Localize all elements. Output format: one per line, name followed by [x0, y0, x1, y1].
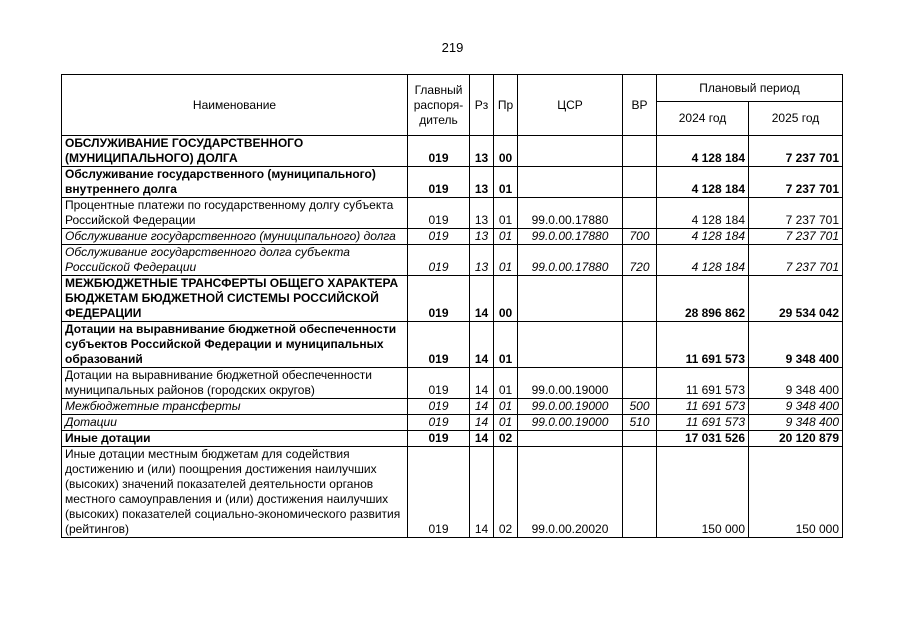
cell-section: 14 [470, 399, 494, 415]
cell-subsection: 01 [494, 368, 518, 399]
cell-name: Обслуживание государственного (муниципального) долга [62, 229, 408, 245]
cell-chief-manager: 019 [408, 229, 470, 245]
cell-amount-2025: 9 348 400 [749, 368, 843, 399]
cell-subsection: 02 [494, 447, 518, 538]
cell-amount-2024: 4 128 184 [657, 167, 749, 198]
header-subsection: Пр [494, 75, 518, 136]
cell-name: Обслуживание государственного долга субъекта Российской Федерации [62, 245, 408, 276]
cell-expense-type: 500 [623, 399, 657, 415]
cell-name: Межбюджетные трансферты [62, 399, 408, 415]
cell-target-article [518, 322, 623, 368]
cell-expense-type [623, 136, 657, 167]
budget-table [61, 74, 843, 538]
cell-name: Обслуживание государственного (муниципального) внутреннего долга [62, 167, 408, 198]
cell-expense-type [623, 198, 657, 229]
cell-expense-type [623, 167, 657, 198]
cell-target-article [518, 431, 623, 447]
cell-target-article: 99.0.00.17880 [518, 245, 623, 276]
table-row [62, 136, 843, 167]
header-section: Рз [470, 75, 494, 136]
cell-subsection: 01 [494, 229, 518, 245]
cell-section: 14 [470, 276, 494, 322]
cell-amount-2025: 20 120 879 [749, 431, 843, 447]
cell-amount-2025: 7 237 701 [749, 136, 843, 167]
cell-target-article: 99.0.00.17880 [518, 198, 623, 229]
table-row [62, 368, 843, 399]
cell-chief-manager: 019 [408, 167, 470, 198]
header-chief-manager: Главный распоря-дитель [408, 75, 470, 136]
cell-amount-2025: 7 237 701 [749, 229, 843, 245]
table-header [62, 75, 843, 136]
table-row [62, 167, 843, 198]
cell-amount-2025: 29 534 042 [749, 276, 843, 322]
cell-amount-2024: 4 128 184 [657, 136, 749, 167]
cell-expense-type [623, 276, 657, 322]
table-row [62, 198, 843, 229]
cell-chief-manager: 019 [408, 276, 470, 322]
cell-target-article: 99.0.00.19000 [518, 368, 623, 399]
cell-amount-2024: 11 691 573 [657, 415, 749, 431]
cell-target-article [518, 167, 623, 198]
cell-target-article: 99.0.00.19000 [518, 399, 623, 415]
cell-amount-2025: 9 348 400 [749, 399, 843, 415]
cell-amount-2024: 150 000 [657, 447, 749, 538]
cell-subsection: 01 [494, 245, 518, 276]
header-target-article: ЦСР [518, 75, 623, 136]
cell-subsection: 01 [494, 198, 518, 229]
cell-target-article [518, 136, 623, 167]
cell-amount-2025: 150 000 [749, 447, 843, 538]
cell-section: 14 [470, 447, 494, 538]
header-year-2025: 2025 год [749, 102, 843, 136]
cell-chief-manager: 019 [408, 415, 470, 431]
cell-chief-manager: 019 [408, 136, 470, 167]
cell-name: Дотации на выравнивание бюджетной обеспеченности муниципальных районов (городских округов) [62, 368, 408, 399]
cell-subsection: 01 [494, 399, 518, 415]
cell-amount-2024: 4 128 184 [657, 245, 749, 276]
cell-expense-type [623, 322, 657, 368]
cell-amount-2025: 7 237 701 [749, 167, 843, 198]
cell-subsection: 01 [494, 167, 518, 198]
cell-subsection: 01 [494, 322, 518, 368]
cell-chief-manager: 019 [408, 399, 470, 415]
table-row [62, 447, 843, 538]
table-row [62, 322, 843, 368]
cell-amount-2024: 11 691 573 [657, 322, 749, 368]
cell-name: Иные дотации [62, 431, 408, 447]
cell-name: ОБСЛУЖИВАНИЕ ГОСУДАРСТВЕННОГО (МУНИЦИПАЛЬНОГО) ДОЛГА [62, 136, 408, 167]
cell-amount-2025: 7 237 701 [749, 198, 843, 229]
table-row [62, 276, 843, 322]
cell-expense-type: 700 [623, 229, 657, 245]
table-row [62, 431, 843, 447]
cell-section: 14 [470, 322, 494, 368]
cell-target-article: 99.0.00.20020 [518, 447, 623, 538]
header-planning-period: Плановый период [657, 75, 843, 102]
cell-section: 13 [470, 245, 494, 276]
cell-subsection: 00 [494, 276, 518, 322]
cell-section: 14 [470, 431, 494, 447]
cell-amount-2024: 4 128 184 [657, 198, 749, 229]
cell-expense-type: 510 [623, 415, 657, 431]
header-year-2024: 2024 год [657, 102, 749, 136]
cell-name: МЕЖБЮДЖЕТНЫЕ ТРАНСФЕРТЫ ОБЩЕГО ХАРАКТЕРА БЮДЖЕТАМ БЮДЖЕТНОЙ СИСТЕМЫ РОССИЙСКОЙ ФЕДЕРАЦИИ [62, 276, 408, 322]
cell-name: Иные дотации местным бюджетам для содействия достижению и (или) поощрения достижения наилучших (высоких) значений показателей деятельности органов местного самоуправления и (или) достижения наилучших (высоких) показателей социально-экономического развития (рейтингов) [62, 447, 408, 538]
cell-section: 13 [470, 198, 494, 229]
cell-chief-manager: 019 [408, 322, 470, 368]
cell-target-article: 99.0.00.17880 [518, 229, 623, 245]
cell-section: 13 [470, 136, 494, 167]
cell-amount-2024: 4 128 184 [657, 229, 749, 245]
cell-name: Дотации [62, 415, 408, 431]
cell-subsection: 02 [494, 431, 518, 447]
cell-amount-2024: 11 691 573 [657, 368, 749, 399]
cell-chief-manager: 019 [408, 447, 470, 538]
cell-subsection: 00 [494, 136, 518, 167]
cell-section: 13 [470, 229, 494, 245]
cell-amount-2025: 9 348 400 [749, 415, 843, 431]
cell-name: Дотации на выравнивание бюджетной обеспеченности субъектов Российской Федерации и муниципальных образований [62, 322, 408, 368]
cell-name: Процентные платежи по государственному долгу субъекта Российской Федерации [62, 198, 408, 229]
cell-subsection: 01 [494, 415, 518, 431]
table-body [62, 136, 843, 538]
table-row [62, 399, 843, 415]
cell-expense-type [623, 368, 657, 399]
cell-chief-manager: 019 [408, 198, 470, 229]
table-row [62, 415, 843, 431]
cell-target-article [518, 276, 623, 322]
header-expense-type: ВР [623, 75, 657, 136]
cell-section: 14 [470, 415, 494, 431]
cell-expense-type [623, 431, 657, 447]
header-name: Наименование [62, 75, 408, 136]
cell-expense-type: 720 [623, 245, 657, 276]
cell-section: 13 [470, 167, 494, 198]
cell-amount-2024: 28 896 862 [657, 276, 749, 322]
cell-amount-2024: 11 691 573 [657, 399, 749, 415]
cell-amount-2024: 17 031 526 [657, 431, 749, 447]
table-row [62, 229, 843, 245]
page-number: 219 [441, 40, 464, 55]
cell-amount-2025: 9 348 400 [749, 322, 843, 368]
cell-target-article: 99.0.00.19000 [518, 415, 623, 431]
cell-expense-type [623, 447, 657, 538]
cell-section: 14 [470, 368, 494, 399]
cell-chief-manager: 019 [408, 431, 470, 447]
cell-chief-manager: 019 [408, 245, 470, 276]
table-row [62, 245, 843, 276]
cell-chief-manager: 019 [408, 368, 470, 399]
cell-amount-2025: 7 237 701 [749, 245, 843, 276]
